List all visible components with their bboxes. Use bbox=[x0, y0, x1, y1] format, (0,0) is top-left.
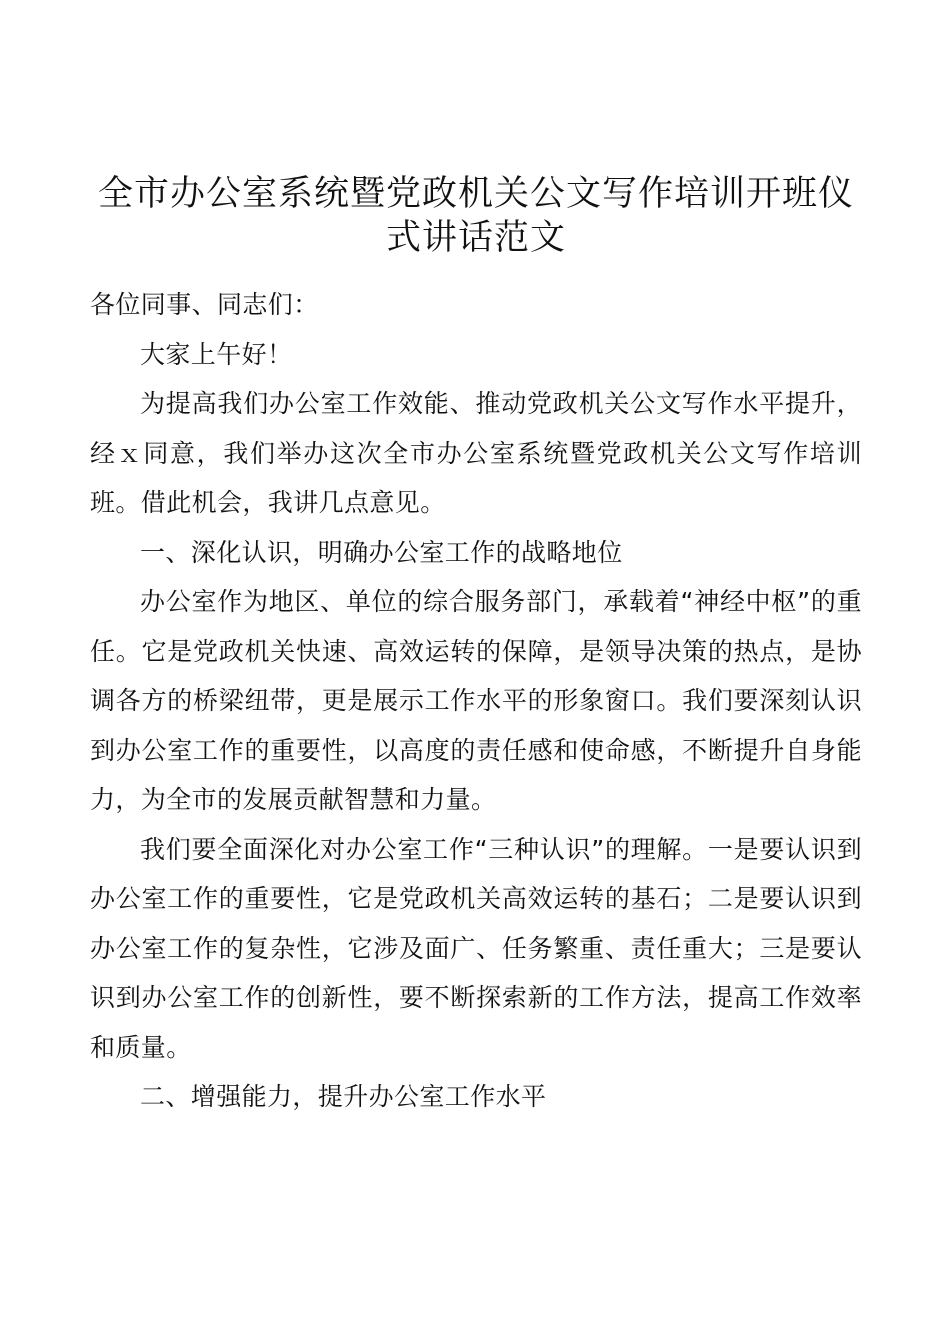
salutation: 各位同事、同志们： bbox=[90, 290, 319, 319]
document-title: 全市办公室系统暨党政机关公文写作培训开班仪式讲话范文 bbox=[97, 174, 854, 258]
paragraph-three-understandings: 我们要全面深化对办公室工作“三种认识”的理解。一是要认识到办公室工作的重要性，它是党政机关高效运转的基石；二是要认识到办公室工作的复杂性，它涉及面广、任务繁重、责任重大；三是要认识到办公室工作的创新性，要不断探索新的工作方法，提高工作效率和质量。 bbox=[90, 834, 862, 1062]
section-heading-1: 一、深化认识，明确办公室工作的战略地位 bbox=[140, 537, 623, 567]
document-body bbox=[90, 280, 862, 1122]
paragraph-intro: 为提高我们办公室工作效能、推动党政机关公文写作水平提升，经ｘ同意，我们举办这次全市办公室系统暨党政机关公文写作培训班。借此机会，我讲几点意见。 bbox=[90, 389, 862, 517]
section-heading-2: 二、增强能力，提升办公室工作水平 bbox=[140, 1082, 547, 1111]
greeting: 大家上午好！ bbox=[140, 339, 293, 369]
document-page bbox=[90, 172, 862, 1122]
paragraph-role: 办公室作为地区、单位的综合服务部门，承载着“神经中枢”的重任。它是党政机关快速、高效运转的保障，是领导决策的热点，是协调各方的桥梁纽带，更是展示工作水平的形象窗口。我们要深刻认识到办公室工作的重要性，以高度的责任感和使命感，不断提升自身能力，为全市的发展贡献智慧和力量。 bbox=[90, 587, 862, 814]
